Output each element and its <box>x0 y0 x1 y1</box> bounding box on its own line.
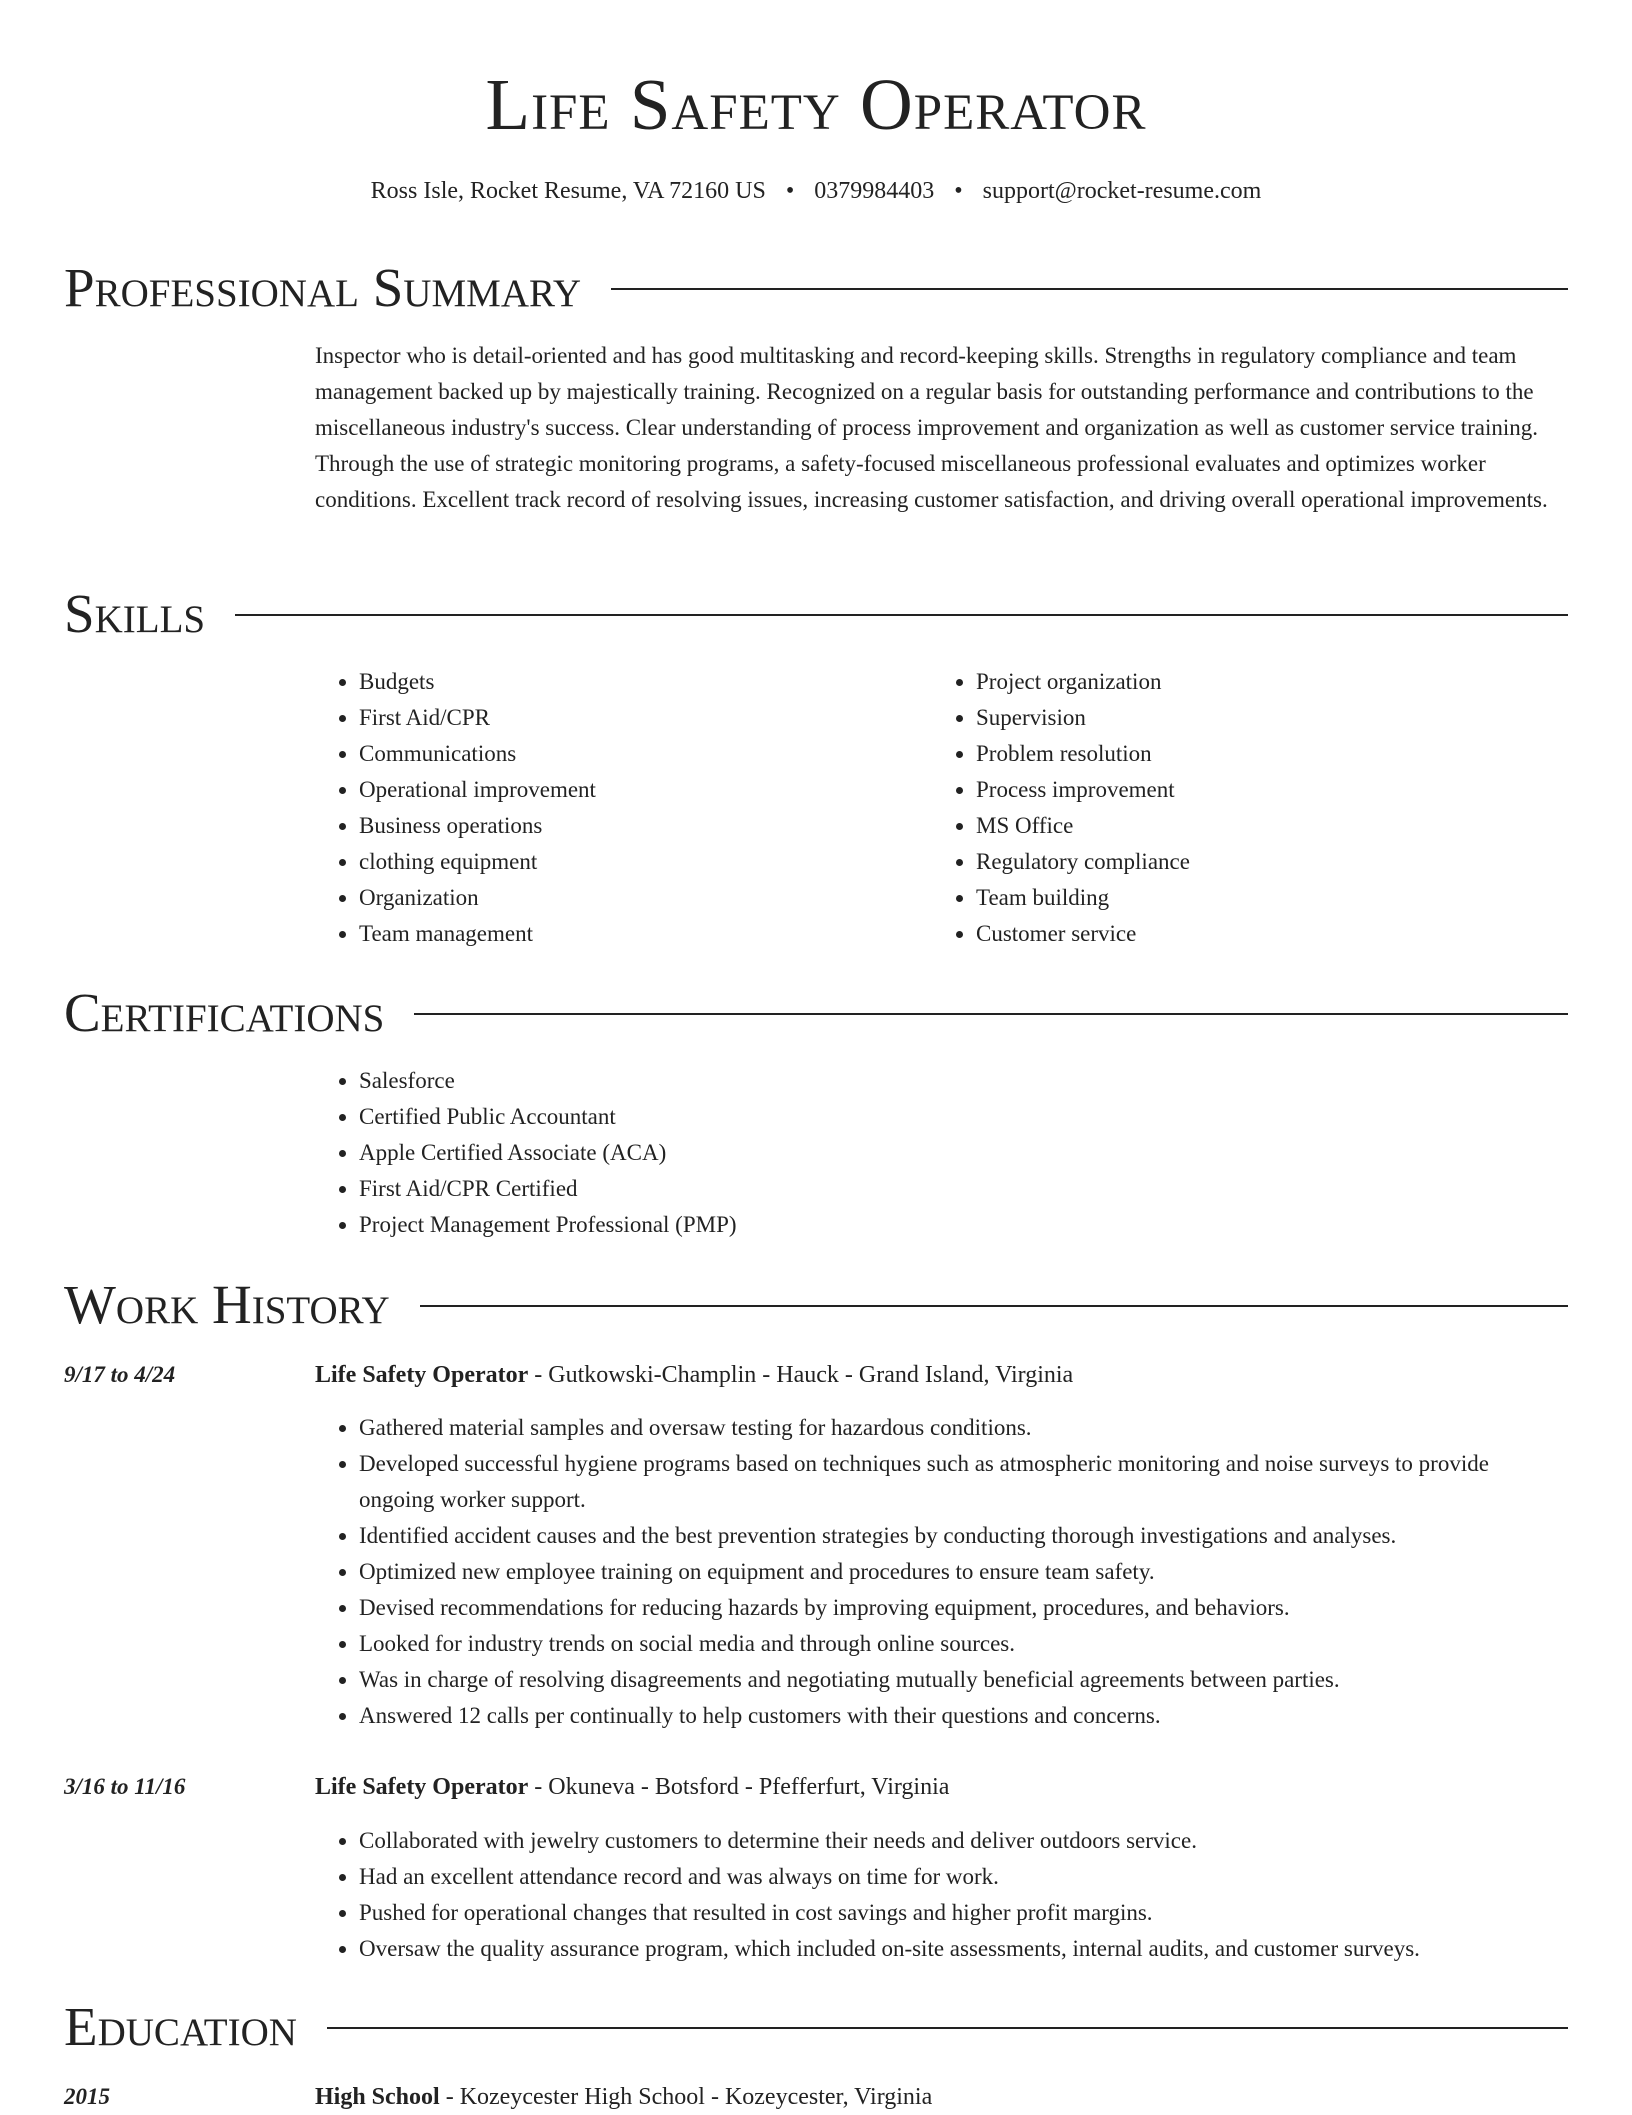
job-bullet: • Identified accident causes and the best prevention strategies by conducting thorough investigations and analyses. <box>359 1518 1568 1554</box>
job-bullet: • Optimized new employee training on equipment and procedures to ensure team safety. <box>359 1554 1568 1590</box>
job-bullet: • Was in charge of resolving disagreements and negotiating mutually beneficial agreements between parties. <box>359 1662 1568 1698</box>
skill-item: • MS Office <box>976 808 1492 844</box>
job-title-line <box>315 1357 1568 1393</box>
skill-item: • clothing equipment <box>359 844 875 880</box>
skill-item: • Supervision <box>976 700 1492 736</box>
certification-item: • Certified Public Accountant <box>359 1099 1568 1135</box>
skills-section-header <box>64 584 1568 644</box>
contact-email: support@rocket-resume.com <box>982 178 1262 204</box>
job-bullet: • Gathered material samples and oversaw testing for hazardous conditions. <box>359 1410 1568 1446</box>
contact-line <box>0 175 1632 207</box>
skill-item: • Project organization <box>976 664 1492 700</box>
job-bullet: • Devised recommendations for reducing hazards by improving equipment, procedures, and behaviors. <box>359 1590 1568 1626</box>
contact-phone: 0379984403 <box>814 178 935 204</box>
skill-item: • Budgets <box>359 664 875 700</box>
job-bullet: • Answered 12 calls per continually to help customers with their questions and concerns. <box>359 1698 1568 1734</box>
education-degree: High School <box>315 2084 440 2110</box>
skill-item: • Organization <box>359 880 875 916</box>
section-divider <box>420 1305 1568 1307</box>
work-section-title: Work History <box>64 1274 390 1335</box>
education-section-header <box>64 1997 1568 2057</box>
summary-text: Inspector who is detail-oriented and has good multitasking and record-keeping skills. Strengths in regulatory compliance and team management backed up by majestically training. Recognized on a regular basis for outstanding performance and contributions to the miscellaneous industry's success. Clear understanding of process improvement and organization as well as customer service training. Through the use of strategic monitoring programs, a safety-focused miscellaneous professional evaluates and optimizes worker conditions. Excellent track record of resolving issues, increasing customer satisfaction, and driving overall operational improvements. <box>315 343 1548 512</box>
skill-item: • Team building <box>976 880 1492 916</box>
skill-item: • Problem resolution <box>976 736 1492 772</box>
certifications-block <box>315 1063 1568 1243</box>
skill-item: • Customer service <box>976 916 1492 952</box>
resume-name: Life Safety Operator <box>485 64 1147 145</box>
education-line <box>315 2079 1568 2115</box>
section-divider <box>327 2027 1568 2029</box>
job-dates: 3/16 to 11/16 <box>64 1774 186 1799</box>
certification-item: • Apple Certified Associate (ACA) <box>359 1135 1568 1171</box>
certification-item: • Salesforce <box>359 1063 1568 1099</box>
certifications-section-header <box>64 983 1568 1043</box>
job-dates: 9/17 to 4/24 <box>64 1362 176 1387</box>
skill-item: • Business operations <box>359 808 875 844</box>
job-role: Life Safety Operator <box>315 1774 529 1800</box>
job-bullet: • Had an excellent attendance record and was always on time for work. <box>359 1859 1568 1895</box>
job-title-line <box>315 1769 1568 1805</box>
skills-section-title: Skills <box>64 583 206 644</box>
job-bullet: • Developed successful hygiene programs based on techniques such as atmospheric monitoring and noise surveys to provide ongoing worker support. <box>359 1446 1568 1518</box>
certification-item: • Project Management Professional (PMP) <box>359 1207 1568 1243</box>
skill-item: • Regulatory compliance <box>976 844 1492 880</box>
job-bullets <box>315 1410 1568 1734</box>
job-bullet: • Collaborated with jewelry customers to determine their needs and deliver outdoors service. <box>359 1823 1568 1859</box>
skill-item: • First Aid/CPR <box>359 700 875 736</box>
contact-separator: • <box>954 178 963 204</box>
skills-list-left <box>315 664 875 952</box>
summary-section-header <box>64 258 1568 318</box>
skill-item: • Process improvement <box>976 772 1492 808</box>
contact-address: Ross Isle, Rocket Resume, VA 72160 US <box>370 178 766 204</box>
skills-list-right <box>932 664 1492 952</box>
job-bullet: • Looked for industry trends on social media and through online sources. <box>359 1626 1568 1662</box>
job-employer: - Okuneva - Botsford - Pfefferfurt, Virginia <box>528 1774 950 1800</box>
work-section-header <box>64 1275 1568 1335</box>
job-bullets <box>315 1823 1568 1967</box>
contact-separator: • <box>785 178 795 204</box>
education-section-title: Education <box>64 1996 297 2057</box>
education-year: 2015 <box>64 2084 110 2109</box>
job-employer: - Gutkowski-Champlin - Hauck - Grand Island, Virginia <box>528 1362 1074 1388</box>
summary-section-title: Professional Summary <box>64 257 582 318</box>
section-divider <box>414 1013 1568 1015</box>
summary-block <box>315 338 1568 518</box>
job-bullet: • Pushed for operational changes that resulted in cost savings and higher profit margins. <box>359 1895 1568 1931</box>
skill-item: • Operational improvement <box>359 772 875 808</box>
section-divider <box>235 614 1568 616</box>
job-bullet: • Oversaw the quality assurance program, which included on-site assessments, internal audits, and customer surveys. <box>359 1931 1568 1967</box>
education-school: - Kozeycester High School - Kozeycester, Virginia <box>439 2084 933 2110</box>
skill-item: • Communications <box>359 736 875 772</box>
job-role: Life Safety Operator <box>315 1362 529 1388</box>
section-divider <box>611 288 1568 290</box>
certification-item: • First Aid/CPR Certified <box>359 1171 1568 1207</box>
skill-item: • Team management <box>359 916 875 952</box>
certifications-section-title: Certifications <box>64 982 385 1043</box>
